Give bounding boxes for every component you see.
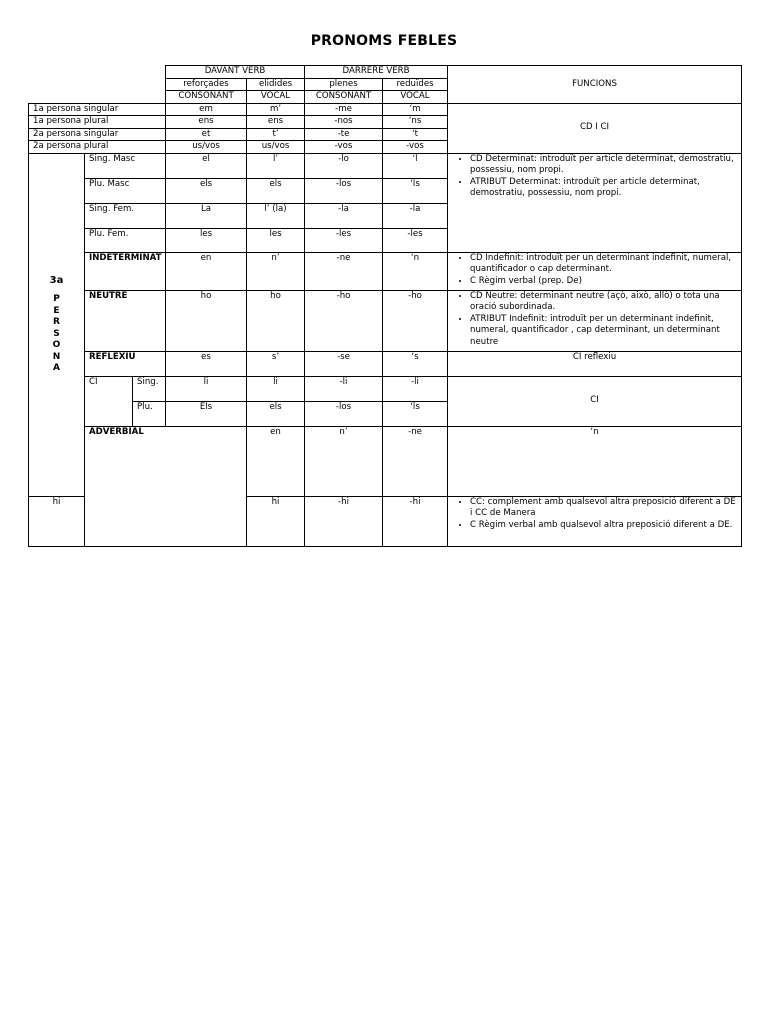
- function-cd-ci: CD I CI: [448, 103, 742, 153]
- form-cell: ens: [247, 116, 305, 129]
- subheader-reduides: reduïdes: [383, 78, 448, 91]
- function-ci: CI: [448, 376, 742, 426]
- row-label: 1a persona singular: [29, 103, 166, 116]
- form-cell: ‘n: [448, 426, 742, 496]
- row-label: REFLEXIU: [85, 351, 166, 376]
- table-row: [29, 252, 742, 290]
- form-cell: -la: [305, 203, 383, 228]
- form-cell: -la: [383, 203, 448, 228]
- function-item: • CD Determinat: introduït per article determinat, demostratiu, possessiu, nom propi.: [470, 154, 737, 177]
- form-cell: -les: [383, 228, 448, 252]
- form-cell: ‘n: [383, 252, 448, 290]
- ci-label: CI: [85, 376, 133, 426]
- form-cell: ens: [166, 116, 247, 129]
- subheader-consonant-2: CONSONANT: [305, 91, 383, 104]
- row-label: Plu. Fem.: [85, 228, 166, 252]
- function-item: • ATRIBUT Determinat: introduït per article determinat, demostratiu, possessiu, nom propi.: [470, 177, 737, 200]
- form-cell: hi: [247, 496, 305, 546]
- form-cell: t’: [247, 128, 305, 141]
- row-label: Plu.: [133, 401, 166, 426]
- persona-letter: E: [53, 305, 60, 316]
- row-label: NEUTRE: [85, 290, 166, 351]
- function-indefinit: [448, 252, 742, 290]
- form-cell: ‘t: [383, 128, 448, 141]
- row-label: Sing.: [133, 376, 166, 401]
- page-title: PRONOMS FEBLES: [310, 33, 458, 49]
- form-cell: n’: [305, 426, 383, 496]
- subheader-vocal-1: VOCAL: [247, 91, 305, 104]
- form-cell: els: [247, 178, 305, 203]
- function-item: • CD Neutre: determinant neutre (açò, això, allò) o tota una oració subordinada.: [470, 291, 737, 314]
- form-cell: et: [166, 128, 247, 141]
- persona-letter: A: [53, 363, 60, 373]
- form-cell: -nos: [305, 116, 383, 129]
- form-cell: el: [166, 153, 247, 178]
- row-label: 1a persona plural: [29, 116, 166, 129]
- form-cell: li: [166, 376, 247, 401]
- function-item: • CC: complement amb qualsevol altra preposició diferent a DE i CC de Manera: [470, 497, 737, 520]
- form-cell: les: [166, 228, 247, 252]
- form-cell: hi: [29, 496, 85, 546]
- form-cell: ho: [166, 290, 247, 351]
- form-cell: -hi: [305, 496, 383, 546]
- form-cell: Els: [166, 401, 247, 426]
- table-row: [29, 351, 742, 376]
- form-cell: ‘s: [383, 351, 448, 376]
- form-cell: ho: [247, 290, 305, 351]
- form-cell: els: [166, 178, 247, 203]
- form-cell: -me: [305, 103, 383, 116]
- table-row: [29, 153, 742, 178]
- subheader-plenes: plenes: [305, 78, 383, 91]
- form-cell: -ho: [305, 290, 383, 351]
- function-ci-reflexiu: CI reflexiu: [448, 351, 742, 376]
- form-cell: La: [166, 203, 247, 228]
- form-cell: us/vos: [166, 141, 247, 154]
- form-cell: -li: [383, 376, 448, 401]
- form-cell: -hi: [383, 496, 448, 546]
- table-row: [29, 103, 742, 116]
- table-row: [29, 376, 742, 401]
- row-label: Sing. Masc: [85, 153, 166, 178]
- table-row: [29, 426, 742, 496]
- form-cell: l’ (la): [247, 203, 305, 228]
- form-cell: n’: [247, 252, 305, 290]
- table-row: [29, 290, 742, 351]
- persona-letter: R: [53, 317, 60, 327]
- function-adverbial-hi: [448, 496, 742, 546]
- tercera-label: 3a: [49, 274, 64, 286]
- form-cell: -vos: [305, 141, 383, 154]
- row-label: 2a persona plural: [29, 141, 166, 154]
- form-cell: -te: [305, 128, 383, 141]
- form-cell: els: [247, 401, 305, 426]
- form-cell: es: [166, 351, 247, 376]
- form-cell: -ho: [383, 290, 448, 351]
- subheader-reforcades: reforçades: [166, 78, 247, 91]
- persona-letter: N: [52, 351, 61, 362]
- form-cell: -ne: [383, 426, 448, 496]
- form-cell: -lo: [305, 153, 383, 178]
- persona-letters: [33, 294, 80, 375]
- form-cell: m’: [247, 103, 305, 116]
- persona-letter: P: [53, 294, 60, 304]
- form-cell: -ne: [305, 252, 383, 290]
- subheader-consonant-1: CONSONANT: [166, 91, 247, 104]
- form-cell: -li: [305, 376, 383, 401]
- form-cell: -se: [305, 351, 383, 376]
- row-label: INDETERMINAT: [85, 252, 166, 290]
- form-cell: em: [166, 103, 247, 116]
- form-cell: ‘l: [383, 153, 448, 178]
- function-determinat: [448, 153, 742, 252]
- header-funcions: FUNCIONS: [448, 66, 742, 104]
- row-label: Plu. Masc: [85, 178, 166, 203]
- form-cell: ‘ls: [383, 178, 448, 203]
- tercera-persona-label: [29, 153, 85, 496]
- form-cell: ‘ls: [383, 401, 448, 426]
- form-cell: en: [166, 252, 247, 290]
- form-cell: -los: [305, 401, 383, 426]
- form-cell: -les: [305, 228, 383, 252]
- form-cell: -vos: [383, 141, 448, 154]
- function-item: • C Règim verbal amb qualsevol altra preposició diferent a DE.: [470, 520, 737, 532]
- form-cell: les: [247, 228, 305, 252]
- function-neutre: [448, 290, 742, 351]
- form-cell: s’: [247, 351, 305, 376]
- form-cell: -los: [305, 178, 383, 203]
- persona-letter: S: [53, 328, 60, 339]
- form-cell: ‘ns: [383, 116, 448, 129]
- row-label: 2a persona singular: [29, 128, 166, 141]
- adverbial-label: ADVERBIAL: [85, 426, 247, 546]
- pronoms-table: [28, 65, 742, 547]
- form-cell: li: [247, 376, 305, 401]
- form-cell: l’: [247, 153, 305, 178]
- persona-letter: O: [52, 340, 61, 350]
- row-label: Sing. Fem.: [85, 203, 166, 228]
- form-cell: us/vos: [247, 141, 305, 154]
- empty-corner: [29, 66, 166, 104]
- function-item: • C Règim verbal (prep. De): [470, 276, 737, 288]
- header-davant-verb: DAVANT VERB: [166, 66, 305, 79]
- header-darrere-verb: DARRERE VERB: [305, 66, 448, 79]
- subheader-elidides: elidides: [247, 78, 305, 91]
- function-item: • CD Indefinit: introduït per un determinant indefinit, numeral, quantificador o cap determinant.: [470, 253, 737, 276]
- form-cell: en: [247, 426, 305, 496]
- subheader-vocal-2: VOCAL: [383, 91, 448, 104]
- function-item: • ATRIBUT Indefinit: introduït per un determinant indefinit, numeral, quantificador , cap determinant, un determinant neutre: [470, 314, 737, 349]
- form-cell: ‘m: [383, 103, 448, 116]
